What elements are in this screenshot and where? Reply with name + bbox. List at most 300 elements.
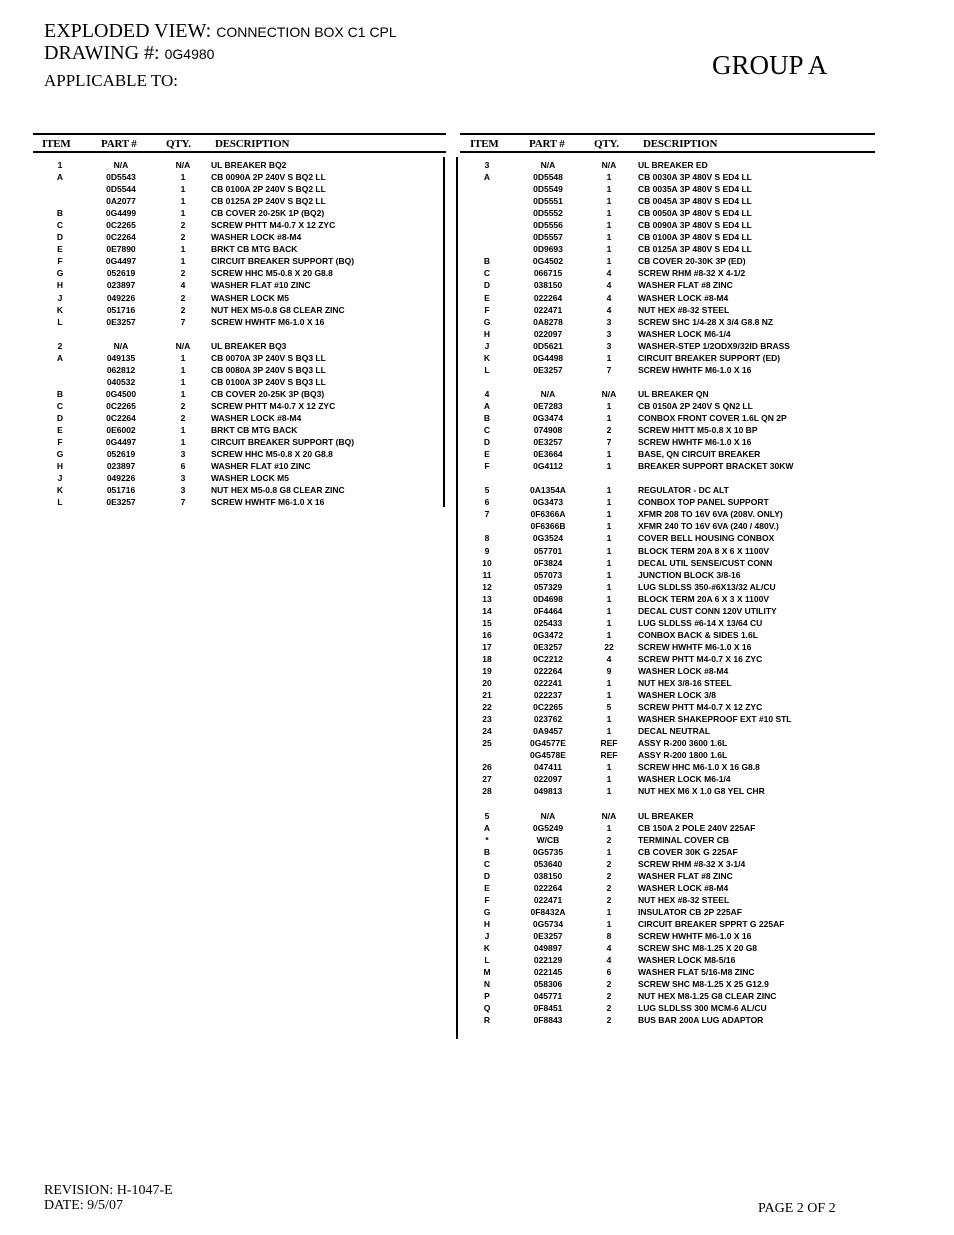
qty-cell: 1 bbox=[606, 690, 612, 701]
part-number-cell: 022129 bbox=[533, 955, 563, 966]
part-number-cell: 0E3664 bbox=[533, 449, 563, 460]
description-cell: CB 0150A 2P 240V S QN2 LL bbox=[638, 400, 753, 411]
table-row bbox=[460, 894, 875, 906]
table-row bbox=[460, 725, 875, 737]
description-cell: WASHER LOCK 3/8 bbox=[638, 690, 716, 701]
description-cell: WASHER LOCK #8-M4 bbox=[638, 882, 729, 893]
part-number-cell: 0G4497 bbox=[105, 256, 137, 267]
description-cell: UL BREAKER BQ2 bbox=[211, 160, 287, 170]
group-label: GROUP A bbox=[712, 50, 828, 80]
part-header: PART # bbox=[529, 138, 565, 150]
table-row bbox=[460, 496, 875, 508]
part-number-cell: 0F6366B bbox=[530, 521, 566, 532]
drawing-number-label: DRAWING #: bbox=[44, 42, 160, 64]
table-row bbox=[33, 448, 443, 460]
qty-cell: 1 bbox=[606, 726, 612, 737]
part-number-cell: 0G4112 bbox=[533, 461, 563, 472]
item-cell: C bbox=[56, 400, 64, 411]
table-row bbox=[460, 834, 875, 846]
part-number-cell: N/A bbox=[540, 810, 556, 821]
item-cell: K bbox=[483, 352, 491, 363]
part-number-cell: N/A bbox=[540, 388, 556, 399]
description-cell: ASSY R-200 1800 1.6L bbox=[638, 750, 728, 761]
qty-cell: 5 bbox=[606, 702, 612, 713]
item-cell: A bbox=[56, 352, 64, 363]
revision-label: REVISION: bbox=[44, 1183, 114, 1198]
item-cell: A bbox=[483, 400, 491, 411]
qty-cell: 3 bbox=[606, 328, 612, 339]
table-row bbox=[460, 460, 875, 472]
qty-cell: 1 bbox=[606, 196, 612, 207]
table-row bbox=[460, 231, 875, 243]
qty-cell: 6 bbox=[606, 967, 612, 978]
description-cell: NUT HEX M5-0.8 G8 CLEAR ZINC bbox=[211, 304, 345, 315]
part-number-cell: 0E3257 bbox=[533, 437, 563, 448]
qty-cell: 2 bbox=[180, 232, 186, 243]
part-header: PART # bbox=[101, 138, 137, 150]
qty-cell: 4 bbox=[606, 292, 612, 303]
item-cell: 8 bbox=[484, 533, 490, 544]
part-number-cell: 057329 bbox=[533, 581, 563, 592]
part-number-cell: 022097 bbox=[533, 774, 563, 785]
description-cell: CB 0050A 3P 480V S ED4 LL bbox=[638, 208, 752, 219]
qty-cell: 2 bbox=[180, 292, 186, 303]
table-row bbox=[460, 617, 875, 629]
item-header: ITEM bbox=[470, 138, 499, 150]
table-row bbox=[460, 990, 875, 1002]
part-number-cell: 049135 bbox=[106, 352, 136, 363]
qty-cell: 1 bbox=[606, 449, 612, 460]
part-number-cell: 0C2265 bbox=[533, 702, 563, 713]
description-cell: WASHER LOCK #8-M4 bbox=[211, 232, 302, 243]
table-row bbox=[33, 364, 443, 376]
item-cell: 12 bbox=[482, 581, 492, 592]
part-number-cell: 022237 bbox=[533, 690, 563, 701]
qty-cell: 2 bbox=[180, 220, 186, 231]
qty-cell: 1 bbox=[180, 437, 186, 448]
qty-cell: 7 bbox=[180, 497, 186, 508]
part-number-cell: 022145 bbox=[533, 967, 563, 978]
item-cell: 2 bbox=[57, 340, 63, 351]
part-number-cell: 0D5543 bbox=[106, 172, 136, 183]
part-number-cell: 066715 bbox=[533, 268, 563, 279]
table-row bbox=[460, 424, 875, 436]
part-number-cell: 038150 bbox=[533, 870, 563, 881]
part-number-cell: 0D5544 bbox=[106, 184, 136, 195]
item-cell: H bbox=[56, 461, 64, 472]
part-number-cell: 0C2264 bbox=[106, 412, 136, 423]
description-cell: WASHER FLAT #10 ZINC bbox=[211, 280, 311, 291]
description-cell: WASHER LOCK #8-M4 bbox=[638, 292, 729, 303]
table-row bbox=[33, 171, 443, 183]
part-number-cell: 0C2212 bbox=[533, 653, 563, 664]
description-cell: CB 0090A 2P 240V S BQ2 LL bbox=[211, 172, 326, 183]
qty-cell: 1 bbox=[606, 846, 612, 857]
table-row bbox=[460, 593, 875, 605]
description-cell: SCREW HHC M5-0.8 X 20 G8.8 bbox=[211, 449, 333, 460]
description-cell: BREAKER SUPPORT BRACKET 30KW bbox=[638, 461, 794, 472]
description-cell: CB COVER 20-25K 3P (BQ3) bbox=[211, 388, 325, 399]
revision-value: H-1047-E bbox=[116, 1183, 173, 1198]
table-row bbox=[460, 159, 875, 171]
part-number-cell: 047411 bbox=[534, 762, 562, 773]
qty-cell: 4 bbox=[180, 280, 186, 291]
item-cell: L bbox=[57, 316, 63, 327]
item-cell: E bbox=[484, 882, 490, 893]
table-row bbox=[460, 846, 875, 858]
table-row bbox=[33, 231, 443, 243]
item-cell: F bbox=[57, 256, 63, 267]
part-number-cell: 0G5734 bbox=[532, 918, 564, 929]
left-parts-table bbox=[33, 159, 443, 508]
item-cell: 5 bbox=[484, 810, 490, 821]
description-cell: XFMR 240 TO 16V 6VA (240 / 480V.) bbox=[638, 521, 779, 532]
qty-cell: 2 bbox=[606, 858, 612, 869]
description-cell: CB 0100A 2P 240V S BQ2 LL bbox=[211, 184, 326, 195]
table-row bbox=[460, 822, 875, 834]
qty-cell: 1 bbox=[180, 184, 186, 195]
table-row bbox=[460, 364, 875, 376]
table-row bbox=[460, 605, 875, 617]
qty-cell: 2 bbox=[606, 991, 612, 1002]
table-row bbox=[33, 424, 443, 436]
part-number-cell: 0D5548 bbox=[533, 172, 563, 183]
item-cell: A bbox=[483, 172, 491, 183]
table-row bbox=[460, 954, 875, 966]
table-row bbox=[33, 195, 443, 207]
table-row bbox=[460, 532, 875, 544]
table-row bbox=[460, 436, 875, 448]
qty-cell: 3 bbox=[180, 485, 186, 496]
table-row bbox=[33, 460, 443, 472]
table-row bbox=[460, 749, 875, 761]
table-row bbox=[33, 472, 443, 484]
part-number-cell: 053640 bbox=[533, 858, 563, 869]
qty-cell: 6 bbox=[180, 461, 186, 472]
item-cell: H bbox=[56, 280, 64, 291]
description-cell: DECAL UTIL SENSE/CUST CONN bbox=[638, 557, 773, 568]
description-cell: SCREW SHC M8-1.25 X 25 G12.9 bbox=[638, 979, 769, 990]
qty-cell: 1 bbox=[606, 184, 612, 195]
description-cell: NUT HEX M8-1.25 G8 CLEAR ZINC bbox=[638, 991, 777, 1002]
part-number-cell: 0G5735 bbox=[532, 846, 564, 857]
table-row bbox=[460, 557, 875, 569]
qty-cell: 2 bbox=[180, 400, 186, 411]
description-cell: XFMR 208 TO 16V 6VA (208V. ONLY) bbox=[638, 509, 783, 520]
description-cell: CB 150A 2 POLE 240V 225AF bbox=[638, 822, 756, 833]
qty-cell: 1 bbox=[606, 678, 612, 689]
item-cell: 7 bbox=[484, 509, 490, 520]
item-cell: G bbox=[56, 449, 64, 460]
qty-cell: 4 bbox=[606, 304, 612, 315]
part-number-cell: 0D5556 bbox=[533, 220, 563, 231]
description-cell: BRKT CB MTG BACK bbox=[211, 244, 298, 255]
description-cell: SCREW SHC 1/4-28 X 3/4 G8.8 NZ bbox=[638, 316, 774, 327]
item-cell: B bbox=[56, 388, 64, 399]
table-row bbox=[33, 255, 443, 267]
description-cell: CB 0090A 3P 480V S ED4 LL bbox=[638, 220, 752, 231]
qty-cell: 4 bbox=[606, 943, 612, 954]
drawing-number bbox=[44, 42, 214, 65]
part-number-cell: 062812 bbox=[106, 364, 136, 375]
item-cell: N bbox=[483, 979, 491, 990]
description-cell: JUNCTION BLOCK 3/8-16 bbox=[638, 569, 741, 580]
item-cell: A bbox=[56, 172, 64, 183]
part-number-cell: 049226 bbox=[106, 473, 136, 484]
table-row bbox=[460, 279, 875, 291]
qty-cell: 7 bbox=[606, 437, 612, 448]
qty-cell: 2 bbox=[180, 268, 186, 279]
part-number-cell: 0D5549 bbox=[533, 184, 563, 195]
qty-cell: 1 bbox=[180, 172, 186, 183]
description-cell: COVER BELL HOUSING CONBOX bbox=[638, 533, 775, 544]
part-number-cell: 023897 bbox=[106, 280, 136, 291]
table-row bbox=[460, 255, 875, 267]
qty-cell: 1 bbox=[606, 545, 612, 556]
qty-cell: 3 bbox=[606, 316, 612, 327]
description-cell: CIRCUIT BREAKER SUPPORT (ED) bbox=[638, 352, 781, 363]
table-row bbox=[460, 882, 875, 894]
table-row bbox=[460, 207, 875, 219]
item-cell: E bbox=[57, 244, 63, 255]
description-cell: CB 0125A 3P 480V S ED4 LL bbox=[638, 244, 752, 255]
table-row bbox=[460, 545, 875, 557]
item-cell: 6 bbox=[484, 497, 490, 508]
item-cell: D bbox=[483, 870, 491, 881]
item-cell: D bbox=[483, 280, 491, 291]
part-number-cell: 0A1354A bbox=[530, 485, 566, 496]
part-number-cell: 0F8843 bbox=[533, 1015, 563, 1026]
description-cell: BLOCK TERM 20A 6 X 3 X 1100V bbox=[638, 593, 770, 604]
table-row bbox=[460, 701, 875, 713]
item-cell: * bbox=[485, 834, 489, 845]
item-cell: L bbox=[484, 955, 490, 966]
qty-cell: 1 bbox=[606, 244, 612, 255]
item-cell: 23 bbox=[482, 714, 492, 725]
qty-cell: 1 bbox=[606, 172, 612, 183]
item-cell: C bbox=[483, 858, 491, 869]
part-number-cell: 058306 bbox=[533, 979, 563, 990]
item-cell: A bbox=[483, 822, 491, 833]
table-row bbox=[460, 785, 875, 797]
qty-cell: 1 bbox=[606, 786, 612, 797]
description-cell: CIRCUIT BREAKER SUPPORT (BQ) bbox=[211, 437, 355, 448]
item-cell: B bbox=[483, 256, 491, 267]
table-row bbox=[460, 581, 875, 593]
qty-cell: 1 bbox=[180, 376, 186, 387]
qty-header: QTY. bbox=[594, 138, 619, 150]
qty-cell: 1 bbox=[606, 569, 612, 580]
description-cell: SCREW HWHTF M6-1.0 X 16 bbox=[211, 497, 325, 508]
qty-cell: 1 bbox=[606, 557, 612, 568]
table-row bbox=[33, 316, 443, 328]
table-row bbox=[460, 918, 875, 930]
description-cell: WASHER LOCK M5 bbox=[211, 473, 289, 484]
description-cell: SCREW HHC M5-0.8 X 20 G8.8 bbox=[211, 268, 333, 279]
item-cell: E bbox=[484, 292, 490, 303]
exploded-view-title bbox=[44, 20, 397, 43]
qty-cell: N/A bbox=[175, 340, 191, 351]
description-cell: SCREW PHTT M4-0.7 X 12 ZYC bbox=[211, 400, 336, 411]
item-cell: 18 bbox=[482, 653, 492, 664]
table-row bbox=[460, 966, 875, 978]
qty-cell: 1 bbox=[606, 918, 612, 929]
qty-cell: 1 bbox=[180, 196, 186, 207]
left-column-divider bbox=[443, 157, 445, 507]
qty-cell: N/A bbox=[601, 388, 617, 399]
table-row bbox=[460, 171, 875, 183]
table-row bbox=[33, 412, 443, 424]
table-row bbox=[33, 159, 443, 171]
description-cell: CB 0070A 3P 240V S BQ3 LL bbox=[211, 352, 326, 363]
qty-cell: 4 bbox=[606, 280, 612, 291]
part-number-cell: 0F8451 bbox=[533, 1003, 563, 1014]
item-cell: M bbox=[483, 967, 491, 978]
table-row bbox=[460, 906, 875, 918]
qty-cell: 7 bbox=[606, 364, 612, 375]
description-cell: WASHER LOCK M5 bbox=[211, 292, 289, 303]
table-row bbox=[460, 340, 875, 352]
qty-cell: 1 bbox=[606, 509, 612, 520]
qty-cell: N/A bbox=[175, 160, 191, 170]
table-row bbox=[33, 352, 443, 364]
item-cell: 10 bbox=[482, 557, 492, 568]
description-cell: WASHER LOCK #8-M4 bbox=[638, 665, 729, 676]
part-number-cell: 023762 bbox=[533, 714, 563, 725]
qty-cell: 2 bbox=[606, 425, 612, 436]
part-number-cell: 045771 bbox=[533, 991, 563, 1002]
part-number-cell: 0G4499 bbox=[105, 208, 137, 219]
item-cell: G bbox=[483, 906, 491, 917]
part-number-cell: 0E3257 bbox=[106, 497, 136, 508]
table-row bbox=[460, 569, 875, 581]
qty-cell: 2 bbox=[606, 870, 612, 881]
applicable-to-label: APPLICABLE TO: bbox=[44, 71, 178, 90]
qty-cell: 1 bbox=[180, 256, 186, 267]
description-cell: WASHER LOCK M8-5/16 bbox=[638, 955, 736, 966]
table-row bbox=[33, 376, 443, 388]
qty-cell: 2 bbox=[180, 304, 186, 315]
description-cell: CB COVER 20-30K 3P (ED) bbox=[638, 256, 746, 267]
table-row bbox=[460, 797, 875, 809]
qty-cell: 2 bbox=[606, 834, 612, 845]
part-number-cell: N/A bbox=[113, 340, 129, 351]
description-cell: WASHER SHAKEPROOF EXT #10 STL bbox=[638, 714, 792, 725]
qty-cell: N/A bbox=[601, 810, 617, 821]
part-number-cell: 0E6002 bbox=[106, 425, 136, 436]
item-header: ITEM bbox=[42, 138, 71, 150]
qty-cell: 1 bbox=[606, 822, 612, 833]
qty-cell: 1 bbox=[606, 605, 612, 616]
table-row bbox=[460, 978, 875, 990]
table-row bbox=[460, 1014, 875, 1026]
table-row bbox=[33, 207, 443, 219]
description-cell: UL BREAKER ED bbox=[638, 160, 708, 170]
description-cell: WASHER FLAT 5/16-M8 ZINC bbox=[638, 967, 755, 978]
qty-cell: 1 bbox=[606, 208, 612, 219]
item-cell: 24 bbox=[482, 726, 492, 737]
exploded-view-value: CONNECTION BOX C1 CPL bbox=[216, 24, 397, 40]
part-number-cell: N/A bbox=[540, 160, 556, 170]
revision bbox=[44, 1183, 173, 1199]
qty-cell: 1 bbox=[180, 364, 186, 375]
table-row bbox=[460, 219, 875, 231]
description-cell: SCREW RHM #8-32 X 3-1/4 bbox=[638, 858, 746, 869]
part-number-cell: 0D5552 bbox=[533, 208, 563, 219]
description-cell: SCREW HWHTF M6-1.0 X 16 bbox=[638, 931, 752, 941]
part-number-cell: 0G5249 bbox=[532, 822, 564, 833]
description-cell: CB 0100A 3P 480V S ED4 LL bbox=[638, 232, 752, 243]
table-row bbox=[460, 942, 875, 954]
qty-cell: 1 bbox=[606, 617, 612, 628]
item-cell: F bbox=[57, 437, 63, 448]
table-row bbox=[460, 412, 875, 424]
part-number-cell: 0G4497 bbox=[105, 437, 137, 448]
part-number-cell: 0C2264 bbox=[106, 232, 136, 243]
description-cell: WASHER LOCK M6-1/4 bbox=[638, 328, 731, 339]
description-cell: CIRCUIT BREAKER SUPPORT (BQ) bbox=[211, 256, 355, 267]
qty-cell: 2 bbox=[606, 979, 612, 990]
part-number-cell: 0A9457 bbox=[533, 726, 563, 737]
part-number-cell: 074908 bbox=[533, 425, 563, 436]
description-cell: BLOCK TERM 20A 8 X 6 X 1100V bbox=[638, 545, 770, 556]
table-row bbox=[460, 665, 875, 677]
table-row bbox=[33, 328, 443, 340]
table-row bbox=[33, 400, 443, 412]
item-cell: R bbox=[483, 1015, 491, 1026]
table-row bbox=[460, 448, 875, 460]
item-cell: 28 bbox=[482, 786, 492, 797]
table-row bbox=[460, 737, 875, 749]
description-cell: SCREW RHM #8-32 X 4-1/2 bbox=[638, 268, 746, 279]
table-row bbox=[460, 388, 875, 400]
description-cell: BUS BAR 200A LUG ADAPTOR bbox=[638, 1015, 764, 1026]
description-cell: SCREW HWHTF M6-1.0 X 16 bbox=[638, 641, 752, 652]
description-cell: SCREW PHTT M4-0.7 X 12 ZYC bbox=[638, 702, 763, 713]
qty-cell: 1 bbox=[180, 425, 186, 436]
table-row bbox=[460, 713, 875, 725]
part-number-cell: 057701 bbox=[533, 545, 563, 556]
part-number-cell: 0E7890 bbox=[106, 244, 136, 255]
qty-cell: 1 bbox=[606, 485, 612, 496]
table-row bbox=[460, 629, 875, 641]
item-cell: E bbox=[57, 425, 63, 436]
qty-cell: 7 bbox=[180, 316, 186, 327]
table-row bbox=[460, 508, 875, 520]
table-row bbox=[460, 870, 875, 882]
part-number-cell: 051716 bbox=[106, 304, 136, 315]
description-cell: NUT HEX M6 X 1.0 G8 YEL CHR bbox=[638, 786, 765, 797]
description-cell: WASHER FLAT #8 ZINC bbox=[638, 870, 733, 881]
part-number-cell: N/A bbox=[113, 160, 129, 170]
part-number-cell: 0D5557 bbox=[533, 232, 563, 243]
description-header: DESCRIPTION bbox=[643, 138, 718, 150]
part-number-cell: 0D5551 bbox=[533, 196, 563, 207]
table-row bbox=[33, 340, 443, 352]
table-row bbox=[33, 484, 443, 496]
part-number-cell: 0D5621 bbox=[533, 340, 563, 351]
item-cell: 25 bbox=[482, 738, 492, 749]
qty-header: QTY. bbox=[166, 138, 191, 150]
table-row bbox=[33, 304, 443, 316]
description-cell: DECAL NEUTRAL bbox=[638, 726, 711, 737]
qty-cell: 1 bbox=[606, 352, 612, 363]
part-number-cell: 0G4577E bbox=[530, 738, 566, 749]
item-cell: D bbox=[56, 232, 64, 243]
qty-cell: 9 bbox=[606, 665, 612, 676]
table-row bbox=[460, 653, 875, 665]
part-number-cell: 051716 bbox=[106, 485, 136, 496]
